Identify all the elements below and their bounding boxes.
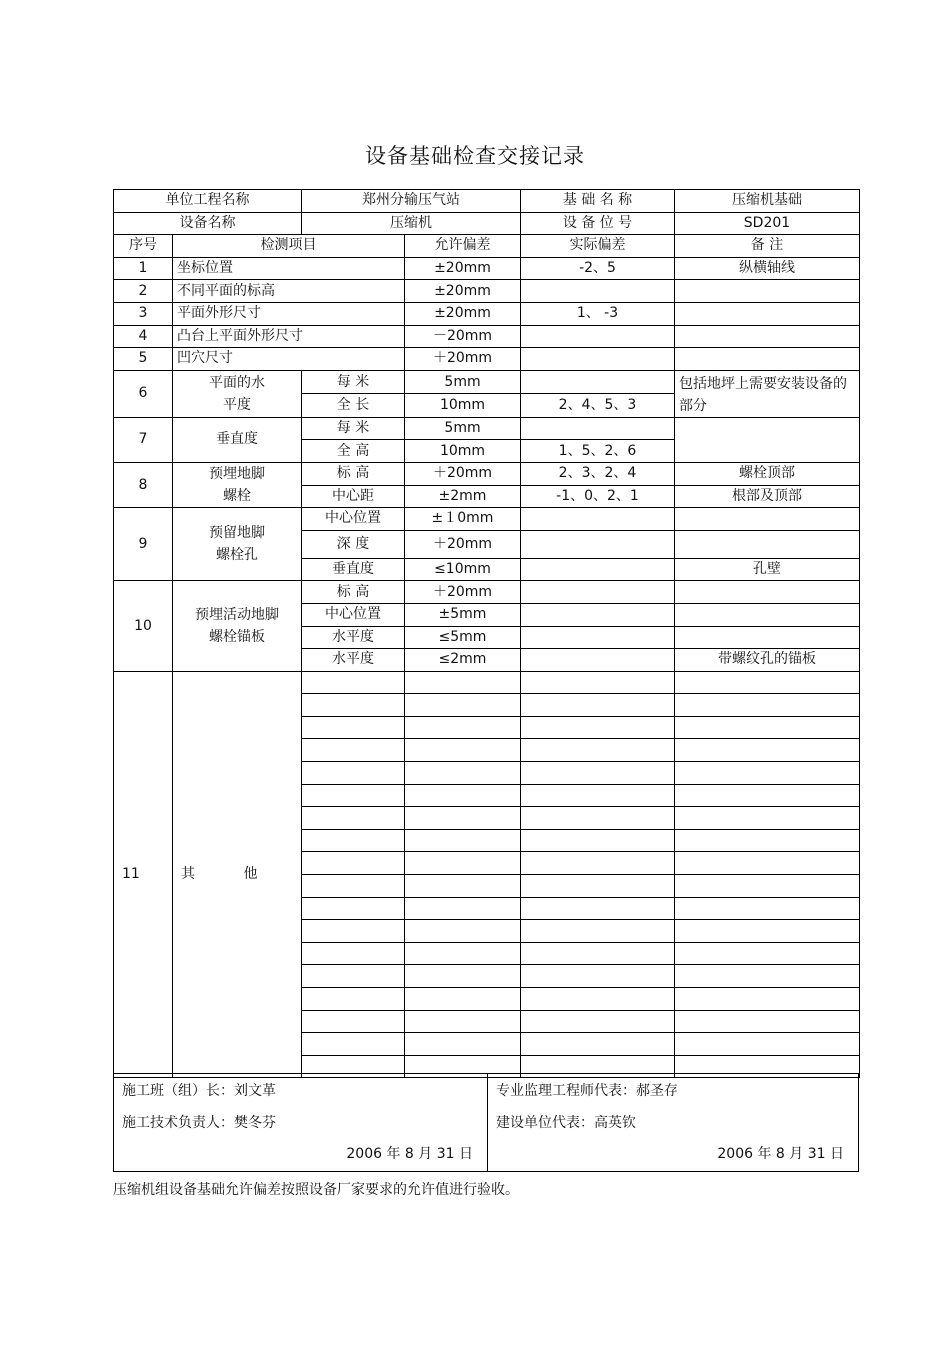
table-row: [114, 257, 860, 280]
supervisor-line: 专业监理工程师代表：郝圣存: [496, 1083, 678, 1099]
row-item-line: 螺栓: [223, 488, 251, 505]
table-row: [114, 370, 860, 394]
blank-cell: [521, 1033, 675, 1056]
row-sub: 水平度: [302, 626, 405, 649]
table-row: [114, 671, 860, 694]
blank-cell: [405, 988, 521, 1011]
row-allow: ≤10mm: [405, 558, 521, 581]
info-row-equip: [114, 212, 860, 235]
blank-cell: [302, 807, 405, 830]
row-item-line: 预埋地脚: [209, 466, 265, 483]
row-actual: [521, 348, 675, 371]
row-sub: 中心距: [302, 485, 405, 508]
tech-lead-line: 施工技术负责人：樊冬芬: [122, 1115, 276, 1131]
row-allow: ≤5mm: [405, 626, 521, 649]
blank-cell: [405, 965, 521, 988]
blank-cell: [521, 942, 675, 965]
row-actual: [521, 508, 675, 531]
row-actual: [521, 325, 675, 348]
blank-cell: [675, 784, 860, 807]
blank-cell: [405, 942, 521, 965]
row-note: [675, 626, 860, 649]
row-item-line: 螺栓孔: [216, 547, 258, 564]
row-note: [675, 581, 860, 604]
row-no: 9: [114, 508, 173, 581]
row-actual: [521, 581, 675, 604]
blank-cell: [405, 829, 521, 852]
row-allow: －20mm: [405, 325, 521, 348]
row-allow: ＋20mm: [405, 462, 521, 485]
blank-cell: [405, 897, 521, 920]
row-sub: 全 长: [302, 394, 405, 418]
base-value: 压缩机基础: [675, 190, 860, 213]
row-no: 7: [114, 417, 173, 462]
table-row: [114, 348, 860, 371]
signature-box-contractor: [113, 1073, 488, 1172]
blank-cell: [405, 920, 521, 943]
blank-cell: [521, 807, 675, 830]
team-leader-line: 施工班（组）长：刘文革: [122, 1083, 276, 1099]
blank-cell: [302, 694, 405, 717]
header-note: 备 注: [675, 235, 860, 258]
blank-cell: [521, 716, 675, 739]
blank-cell: [521, 762, 675, 785]
blank-cell: [521, 965, 675, 988]
blank-cell: [405, 671, 521, 694]
row-actual: [521, 626, 675, 649]
row-item: 不同平面的标高: [173, 280, 405, 303]
row-sub: 深 度: [302, 530, 405, 558]
row-allow: ±20mm: [405, 257, 521, 280]
row-allow: 5mm: [405, 370, 521, 394]
blank-cell: [675, 829, 860, 852]
row-sub: 水平度: [302, 649, 405, 672]
row-item: 平面外形尺寸: [173, 302, 405, 325]
row-item-line: 螺栓锚板: [209, 629, 265, 645]
footnote: 压缩机组设备基础允许偏差按照设备厂家要求的允许值进行验收。: [113, 1182, 519, 1198]
row-sub: 垂直度: [302, 558, 405, 581]
row-sub: 中心位置: [302, 603, 405, 626]
row-note: 孔壁: [675, 558, 860, 581]
table-row: [114, 581, 860, 604]
row-actual: [521, 417, 675, 440]
table-row: [114, 417, 860, 440]
info-row-unit: [114, 190, 860, 213]
row-item-line: 平度: [223, 396, 251, 413]
row-no: 11: [114, 671, 173, 1078]
table-row: [114, 280, 860, 303]
blank-cell: [521, 694, 675, 717]
row-no: 4: [114, 325, 173, 348]
row-allow: ＋20mm: [405, 348, 521, 371]
row-item: 其 他: [173, 671, 302, 1078]
unit-label: 单位工程名称: [114, 190, 302, 213]
base-label: 基 础 名 称: [521, 190, 675, 213]
row-allow: ＋20mm: [405, 581, 521, 604]
row-actual: [521, 558, 675, 581]
blank-cell: [302, 671, 405, 694]
blank-cell: [521, 829, 675, 852]
inspection-table: [113, 189, 860, 1078]
blank-cell: [302, 829, 405, 852]
blank-cell: [405, 716, 521, 739]
blank-cell: [675, 1010, 860, 1033]
blank-cell: [521, 852, 675, 875]
blank-cell: [302, 1033, 405, 1056]
table-row: [114, 302, 860, 325]
blank-cell: [302, 784, 405, 807]
row-actual: 2、4、5、3: [521, 394, 675, 418]
row-item-line: 预埋活动地脚: [195, 607, 279, 623]
row-note: [675, 603, 860, 626]
blank-cell: [302, 897, 405, 920]
row-allow: ±5mm: [405, 603, 521, 626]
row-note: 带螺纹孔的锚板: [675, 649, 860, 672]
row-item: 凸台上平面外形尺寸: [173, 325, 405, 348]
row-actual: -2、5: [521, 257, 675, 280]
blank-cell: [675, 807, 860, 830]
row-note: 螺栓顶部: [675, 462, 860, 485]
row-allow: ±20mm: [405, 302, 521, 325]
row-item: [173, 508, 302, 581]
row-actual: 1、 -3: [521, 302, 675, 325]
header-row: [114, 235, 860, 258]
row-note: [675, 508, 860, 531]
blank-cell: [675, 694, 860, 717]
blank-cell: [675, 1033, 860, 1056]
blank-cell: [675, 852, 860, 875]
table-row: [114, 508, 860, 531]
blank-cell: [521, 739, 675, 762]
row-actual: [521, 603, 675, 626]
row-item-line: 预留地脚: [209, 525, 265, 542]
row-allow: 5mm: [405, 417, 521, 440]
blank-cell: [405, 1033, 521, 1056]
row-item-line: 平面的水: [209, 374, 265, 391]
supervisor-date: 2006 年 8 月 31 日: [717, 1146, 844, 1162]
row-note: 包括地坪上需要安装设备的部分: [675, 370, 860, 417]
row-actual: 1、5、2、6: [521, 440, 675, 463]
blank-cell: [675, 716, 860, 739]
blank-cell: [675, 897, 860, 920]
row-sub: 每 米: [302, 417, 405, 440]
row-item: [173, 581, 302, 671]
row-actual: -1、0、2、1: [521, 485, 675, 508]
pos-value: SD201: [675, 212, 860, 235]
page-title: 设备基础检查交接记录: [365, 144, 585, 168]
blank-cell: [302, 965, 405, 988]
row-sub: 全 高: [302, 440, 405, 463]
signature-box-supervisor: [487, 1073, 859, 1172]
blank-cell: [302, 920, 405, 943]
blank-cell: [405, 739, 521, 762]
row-sub: 标 高: [302, 462, 405, 485]
row-note: 根部及顶部: [675, 485, 860, 508]
blank-cell: [302, 988, 405, 1011]
row-no: 6: [114, 370, 173, 417]
row-actual: [521, 530, 675, 558]
row-note: [675, 348, 860, 371]
row-no: 2: [114, 280, 173, 303]
blank-cell: [302, 739, 405, 762]
row-allow: ≤2mm: [405, 649, 521, 672]
row-sub: 中心位置: [302, 508, 405, 531]
row-note: [675, 280, 860, 303]
blank-cell: [302, 942, 405, 965]
row-note: [675, 325, 860, 348]
row-sub: 每 米: [302, 370, 405, 394]
row-no: 10: [114, 581, 173, 671]
blank-cell: [302, 716, 405, 739]
contractor-date: 2006 年 8 月 31 日: [346, 1146, 473, 1162]
blank-cell: [521, 920, 675, 943]
blank-cell: [405, 852, 521, 875]
row-note: [675, 417, 860, 462]
row-no: 8: [114, 462, 173, 507]
blank-cell: [675, 942, 860, 965]
blank-cell: [302, 875, 405, 898]
row-note: 纵横轴线: [675, 257, 860, 280]
blank-cell: [675, 988, 860, 1011]
blank-cell: [302, 852, 405, 875]
blank-cell: [405, 875, 521, 898]
pos-label: 设 备 位 号: [521, 212, 675, 235]
row-allow: ±20mm: [405, 280, 521, 303]
blank-cell: [405, 784, 521, 807]
blank-cell: [675, 875, 860, 898]
blank-cell: [405, 694, 521, 717]
equip-value: 压缩机: [302, 212, 521, 235]
unit-value: 郑州分输压气站: [302, 190, 521, 213]
blank-cell: [405, 807, 521, 830]
row-allow: 10mm: [405, 440, 521, 463]
row-allow: 10mm: [405, 394, 521, 418]
blank-cell: [405, 1010, 521, 1033]
blank-cell: [521, 897, 675, 920]
blank-cell: [405, 762, 521, 785]
blank-cell: [675, 739, 860, 762]
table-row: [114, 462, 860, 485]
row-no: 5: [114, 348, 173, 371]
blank-cell: [302, 762, 405, 785]
row-note: [675, 302, 860, 325]
blank-cell: [675, 965, 860, 988]
blank-cell: [521, 1010, 675, 1033]
row-allow: ±2mm: [405, 485, 521, 508]
row-item: 坐标位置: [173, 257, 405, 280]
header-allow: 允许偏差: [405, 235, 521, 258]
header-no: 序号: [114, 235, 173, 258]
blank-cell: [675, 762, 860, 785]
row-no: 3: [114, 302, 173, 325]
blank-cell: [675, 920, 860, 943]
blank-cell: [302, 1010, 405, 1033]
blank-cell: [521, 671, 675, 694]
row-item: [173, 462, 302, 507]
row-actual: [521, 280, 675, 303]
header-actual: 实际偏差: [521, 235, 675, 258]
blank-cell: [521, 875, 675, 898]
row-allow: ±１0mm: [405, 508, 521, 531]
row-item: 垂直度: [173, 417, 302, 462]
blank-cell: [521, 784, 675, 807]
row-actual: [521, 649, 675, 672]
row-item: [173, 370, 302, 417]
header-item: 检测项目: [173, 235, 405, 258]
row-allow: ＋20mm: [405, 530, 521, 558]
row-actual: 2、3、2、4: [521, 462, 675, 485]
row-sub: 标 高: [302, 581, 405, 604]
row-note: [675, 530, 860, 558]
equip-label: 设备名称: [114, 212, 302, 235]
table-row: [114, 325, 860, 348]
row-actual: [521, 370, 675, 394]
owner-rep-line: 建设单位代表：高英钦: [496, 1115, 636, 1131]
row-item: 凹穴尺寸: [173, 348, 405, 371]
blank-cell: [521, 988, 675, 1011]
row-no: 1: [114, 257, 173, 280]
blank-cell: [675, 671, 860, 694]
